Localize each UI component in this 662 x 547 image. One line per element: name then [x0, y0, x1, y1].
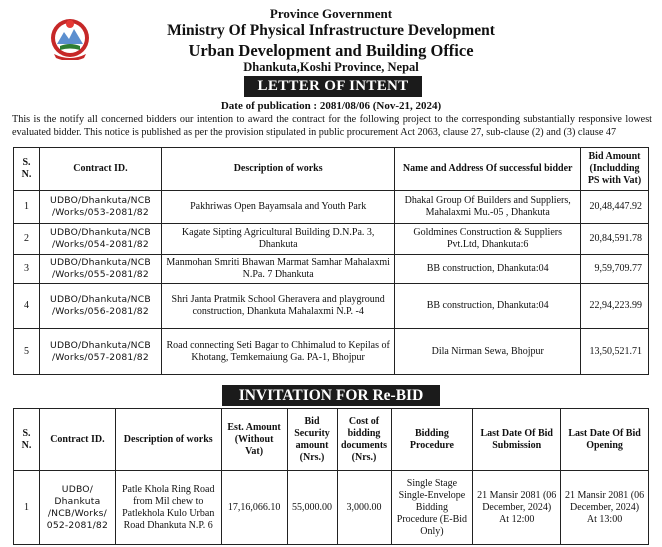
loi-table	[13, 147, 649, 375]
row-description: Pakhriwas Open Bayamsala and Youth Park	[161, 191, 394, 224]
row-bidder: Dhakal Group Of Builders and Suppliers, Mahalaxmi Mu.-05 , Dhankuta	[395, 191, 581, 224]
row-amount: 22,94,223.99	[581, 284, 649, 329]
row-contract-id: UDBO/Dhankuta/NCB /Works/055-2081/82	[39, 255, 161, 284]
row-contract-id: UDBO/Dhankuta/NCB /Works/053-2081/82	[39, 191, 161, 224]
row-bidder: BB construction, Dhankuta:04	[395, 284, 581, 329]
row-est-amount: 17,16,066.10	[221, 471, 287, 545]
row-amount: 20,48,447.92	[581, 191, 649, 224]
row-amount: 20,84,591.78	[581, 224, 649, 255]
row-description: Manmohan Smriti Bhawan Marmat Samhar Mahalaxmi N.Pa. 7 Dhankuta	[161, 255, 394, 284]
row-description: Shri Janta Pratmik School Gheravera and playground construction, Dhankuta Mahalaxmi N.P. -4	[161, 284, 394, 329]
col-description: Description of works	[115, 409, 221, 471]
col-bid-security: Bid Security amount (Nrs.)	[287, 409, 337, 471]
row-description: Kagate Sipting Agricultural Building D.N.Pa. 3, Dhankuta	[161, 224, 394, 255]
loi-notice: This is the notify all concerned bidders our intention to award the contract for the following project to the corresponding substantially responsive lowest evaluated bidder. This notice is published as per the provision stipulated in public procurement Act 2063, clause 27, sub-clause (2) and (3) clause 47	[12, 114, 652, 138]
row-bidder: Dila Nirman Sewa, Bhojpur	[395, 329, 581, 375]
province-heading: Province Government	[269, 6, 393, 21]
row-amount: 9,59,709.77	[581, 255, 649, 284]
row-sn: 1	[14, 191, 40, 224]
ministry-heading: Ministry Of Physical Infrastructure Development	[167, 22, 495, 39]
row-bid-security: 55,000.00	[287, 471, 337, 545]
col-bid-amount: Bid Amount (Includding PS with Vat)	[581, 148, 649, 191]
row-sn: 1	[14, 471, 40, 545]
col-opening: Last Date Of Bid Opening	[561, 409, 649, 471]
row-sn: 5	[14, 329, 40, 375]
col-procedure: Bidding Procedure	[391, 409, 473, 471]
row-doc-cost: 3,000.00	[337, 471, 391, 545]
loi-title: LETTER OF INTENT	[244, 76, 422, 97]
row-bidder: Goldmines Construction & Suppliers Pvt.Ltd, Dhankuta:6	[395, 224, 581, 255]
table-row	[14, 255, 649, 284]
rebid-table	[13, 408, 649, 545]
table-row	[14, 329, 649, 375]
row-sn: 3	[14, 255, 40, 284]
table-row	[14, 471, 649, 545]
row-contract-id: UDBO/Dhankuta/NCB /Works/056-2081/82	[39, 284, 161, 329]
col-sn: S. N.	[14, 409, 40, 471]
row-submission: 21 Mansir 2081 (06 December, 2024) At 12:00	[473, 471, 561, 545]
location-heading: Dhankuta,Koshi Province, Nepal	[243, 60, 419, 74]
row-contract-id: UDBO/Dhankuta/NCB /Works/054-2081/82	[39, 224, 161, 255]
col-sn: S. N.	[14, 148, 40, 191]
table-row	[14, 191, 649, 224]
col-doc-cost: Cost of bidding documents (Nrs.)	[337, 409, 391, 471]
col-bidder: Name and Address Of successful bidder	[395, 148, 581, 191]
row-description: Patle Khola Ring Road from Mil chew to Patlekhola Kulo Urban Road Dhankuta N.P. 6	[115, 471, 221, 545]
table-row	[14, 224, 649, 255]
row-procedure: Single Stage Single-Envelope Bidding Procedure (E-Bid Only)	[391, 471, 473, 545]
row-description: Road connecting Seti Bagar to Chhimalud to Kepilas of Khotang, Temkemaiung Ga. PA-1, Bhojpur	[161, 329, 394, 375]
row-sn: 4	[14, 284, 40, 329]
table-row	[14, 284, 649, 329]
publication-date: Date of publication : 2081/08/06 (Nov-21, 2024)	[220, 100, 442, 112]
col-submission: Last Date Of Bid Submission	[473, 409, 561, 471]
col-contract-id: Contract ID.	[39, 148, 161, 191]
row-bidder: BB construction, Dhankuta:04	[395, 255, 581, 284]
rebid-title: INVITATION FOR Re-BID	[222, 385, 440, 406]
col-description: Description of works	[161, 148, 394, 191]
office-heading: Urban Development and Building Office	[188, 41, 474, 60]
row-opening: 21 Mansir 2081 (06 December, 2024) At 13:00	[561, 471, 649, 545]
row-amount: 13,50,521.71	[581, 329, 649, 375]
row-sn: 2	[14, 224, 40, 255]
row-contract-id: UDBO/Dhankuta/NCB /Works/057-2081/82	[39, 329, 161, 375]
col-contract-id: Contract ID.	[39, 409, 115, 471]
row-contract-id: UDBO/ Dhankuta /NCB/Works/ 052-2081/82	[39, 471, 115, 545]
col-est-amount: Est. Amount (Without Vat)	[221, 409, 287, 471]
